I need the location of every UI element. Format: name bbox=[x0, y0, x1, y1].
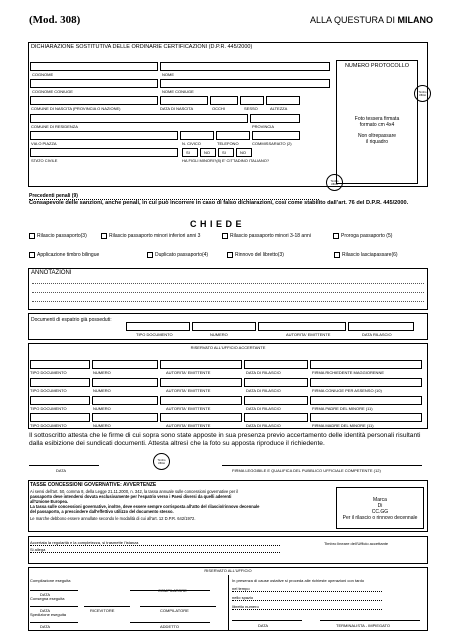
tasse-line-2: passaporto deve intendersi dovuta esclusivamente per l'espatrio verso i Paesi diversi da quelli aderenti bbox=[30, 494, 232, 499]
regularity-line-2 bbox=[30, 547, 280, 553]
sesso-label: SESSO bbox=[244, 106, 258, 111]
espatrio-col-autorita: AUTORITA' EMITTENTE bbox=[286, 332, 331, 337]
acc4-data-label: DATA DI RILASCIO bbox=[246, 423, 281, 428]
nome-field[interactable] bbox=[160, 62, 330, 71]
cognome-coniuge-field[interactable] bbox=[30, 79, 158, 88]
altezza-field[interactable] bbox=[266, 96, 300, 105]
riservato-terminalista-label: TERMINALISTA - IMPIEGATO bbox=[336, 623, 391, 628]
tasse-line-3: all'Unione Europea. bbox=[30, 499, 69, 504]
model-number: (Mod. 308) bbox=[29, 14, 81, 26]
acc4-numero-label: NUMERO bbox=[93, 423, 111, 428]
acc1-numero-label: NUMERO bbox=[93, 370, 111, 375]
acc1-tipo-label: TIPO DOCUMENTO bbox=[30, 370, 67, 375]
spedizione-data-line[interactable] bbox=[30, 622, 78, 623]
questura-heading bbox=[310, 15, 433, 25]
acc3-autorita-field[interactable] bbox=[160, 396, 242, 405]
attestation-text: Il sottoscritto attesta che le firme di cui sopra sono state apposte in sua presenza previo accertamento delle identità personali risultanti dalla esibizione dei sundicati documenti. Attesta altresì che la foto su apposta riproduce il richiedente. bbox=[29, 432, 421, 448]
opt-lasciapassare-checkbox[interactable] bbox=[334, 252, 340, 258]
espatrio-col-numero: NUMERO bbox=[210, 332, 228, 337]
acc1-autorita-label: AUTORITA' EMITTENTE bbox=[166, 370, 211, 375]
acc2-data-field[interactable] bbox=[244, 378, 308, 387]
spazio-label: nello spazio bbox=[232, 595, 254, 600]
via-field[interactable] bbox=[30, 131, 178, 140]
comune-nascita-field[interactable] bbox=[30, 96, 158, 105]
acc2-data-label: DATA DI RILASCIO bbox=[246, 388, 281, 393]
acc4-autorita-label: AUTORITA' EMITTENTE bbox=[166, 423, 211, 428]
acc3-numero-label: NUMERO bbox=[93, 406, 111, 411]
opt-timbro-checkbox[interactable] bbox=[29, 252, 35, 258]
opt-proroga: Proroga passaporto (5) bbox=[341, 233, 393, 239]
compilazione-compilatore-label: COMPILATORE bbox=[158, 588, 187, 593]
photo-size: formato cm 4x4 bbox=[359, 122, 395, 128]
regularity-stamp-label: Timbro lineare dell'Ufficio accettante bbox=[324, 541, 389, 546]
riservato-divider bbox=[228, 575, 229, 631]
opt-rilascio: Rilascio passaporto(3) bbox=[37, 233, 87, 239]
compilazione-data-label: DATA bbox=[40, 592, 51, 597]
stato-civile-field[interactable] bbox=[30, 148, 178, 157]
opt-rinnovo-checkbox[interactable] bbox=[227, 252, 233, 258]
opt-rinnovo: Rinnovo del libretto(3) bbox=[235, 252, 284, 258]
commissariato-field[interactable] bbox=[252, 131, 300, 140]
penal-label bbox=[29, 193, 319, 200]
tasse-title: TASSE CONCESSIONI GOVERNATIVE: AVVERTENZE bbox=[30, 482, 157, 488]
libretto-label: libretto numero bbox=[232, 604, 259, 609]
espatrio-tipo-field[interactable] bbox=[126, 322, 190, 331]
acc3-firma-field[interactable] bbox=[310, 396, 422, 405]
consegna-ricevitore-line[interactable] bbox=[84, 606, 130, 607]
opt-proroga-checkbox[interactable] bbox=[333, 233, 339, 239]
opt-duplicato: Duplicato passaporto(4) bbox=[155, 252, 209, 258]
opt-timbro: Applicazione timbro bilingue bbox=[37, 252, 100, 258]
opt-lasciapassare: Rilascio lasciapassare(6) bbox=[342, 252, 398, 258]
comune-residenza-field[interactable] bbox=[30, 114, 248, 123]
office-stamp-middle: Timbro Ufficio bbox=[326, 174, 343, 191]
acc2-autorita-label: AUTORITA' EMITTENTE bbox=[166, 388, 211, 393]
marca-line-4: Per il rilascio o rinnovo decennale bbox=[342, 515, 418, 521]
acc4-firma-field[interactable] bbox=[310, 413, 422, 422]
cognome-field[interactable] bbox=[30, 62, 158, 71]
civico-label: N. CIVICO bbox=[182, 141, 201, 146]
spedizione-addetto-line[interactable] bbox=[130, 622, 210, 623]
opt-minori-3-checkbox[interactable] bbox=[101, 233, 107, 239]
marca-line-3: CC.GG bbox=[371, 509, 389, 515]
acc4-tipo-label: TIPO DOCUMENTO bbox=[30, 423, 67, 428]
sesso-field[interactable] bbox=[240, 96, 264, 105]
annotazioni-box[interactable] bbox=[28, 268, 428, 310]
via-label: VIA O PIAZZA bbox=[31, 141, 57, 146]
marca-line-1: Marca bbox=[373, 497, 387, 503]
consegna-label: Consegna eseguita bbox=[30, 596, 65, 601]
cognome-label: COGNOME bbox=[32, 72, 54, 77]
opt-minori-3-18-checkbox[interactable] bbox=[222, 233, 228, 239]
acc2-tipo-field[interactable] bbox=[30, 378, 90, 387]
tempo-label: nel tempo bbox=[232, 586, 250, 591]
nome-label: NOME bbox=[162, 72, 174, 77]
cittadino-no-label: NO bbox=[240, 150, 246, 155]
espatrio-autorita-field[interactable] bbox=[258, 322, 346, 331]
tasse-line-6: Le marche debbono essere annullate secondo le modalità di cui all'art. 12 D.P.R. 642/1972. bbox=[30, 516, 196, 521]
acc2-tipo-label: TIPO DOCUMENTO bbox=[30, 388, 67, 393]
figli-si-label: SI bbox=[186, 150, 190, 155]
tasse-text bbox=[30, 489, 330, 521]
occhi-field[interactable] bbox=[210, 96, 238, 105]
espatrio-col-tipo: TIPO DOCUMENTO bbox=[136, 332, 173, 337]
acc2-firma-label: FIRMA CONIUGE PER ASSENSO (10) bbox=[312, 388, 382, 393]
figli-si-box[interactable] bbox=[182, 148, 198, 157]
photo-title: Foto tessera firmata bbox=[354, 116, 400, 122]
consegna-ricevitore-label: RICEVITORE bbox=[90, 608, 115, 613]
data-nascita-label: DATA DI NASCITA bbox=[160, 106, 194, 111]
telefono-label: TELEFONO bbox=[217, 141, 239, 146]
attestation-sign-line[interactable] bbox=[222, 465, 422, 466]
acc1-data-field[interactable] bbox=[244, 360, 308, 369]
consegna-data-line[interactable] bbox=[30, 606, 78, 607]
regularity-line-2-text: Si allega bbox=[30, 547, 46, 552]
comune-nascita-label: COMUNE DI NASCITA (PROVINCIA O NAZIONE) bbox=[31, 106, 121, 111]
acc3-autorita-label: AUTORITA' EMITTENTE bbox=[166, 406, 211, 411]
tempo-line[interactable] bbox=[232, 586, 382, 592]
acc2-firma-field[interactable] bbox=[310, 378, 422, 387]
acc3-data-label: DATA DI RILASCIO bbox=[246, 406, 281, 411]
espatrio-data-field[interactable] bbox=[348, 322, 414, 331]
ufficio-accertante-title: RISERVATO ALL'UFFICIO ACCERTANTE bbox=[190, 345, 266, 350]
compilazione-data-line[interactable] bbox=[30, 590, 78, 591]
riservato-title: RISERVATO ALL'UFFICIO bbox=[204, 568, 252, 573]
civico-field[interactable] bbox=[180, 131, 214, 140]
annotazioni-title: ANNOTAZIONI bbox=[31, 270, 72, 276]
riservato-data-line[interactable] bbox=[232, 620, 302, 621]
acc3-data-field[interactable] bbox=[244, 396, 308, 405]
photo-note1: Non oltrepassare bbox=[357, 133, 397, 139]
spedizione-label: Spedizione eseguita bbox=[30, 612, 67, 617]
libretto-line[interactable] bbox=[232, 604, 382, 610]
riservato-terminalista-line[interactable] bbox=[320, 620, 420, 621]
spedizione-addetto-label: ADDETTO bbox=[160, 624, 180, 629]
acc3-tipo-label: TIPO DOCUMENTO bbox=[30, 406, 67, 411]
acc2-numero-field[interactable] bbox=[92, 378, 158, 387]
nome-coniuge-label: NOME CONIUGE bbox=[162, 89, 194, 94]
tasse-line-4: La tassa sulle concessioni governative, inoltre, deve essere sempre corrisposta all'atto del rilascio/rinnovo decennale bbox=[30, 504, 260, 509]
telefono-field[interactable] bbox=[216, 131, 250, 140]
espatrio-numero-field[interactable] bbox=[192, 322, 256, 331]
regularity-line-1 bbox=[30, 540, 280, 546]
cittadino-si-label: SI bbox=[222, 150, 226, 155]
opt-minori-3: Rilascio passaporto minori inferiori anni 3 bbox=[109, 233, 201, 239]
cittadino-label: E' CITTADINO ITALIANO? bbox=[222, 158, 270, 163]
attestation-date-label: DATA bbox=[56, 468, 67, 473]
opt-duplicato-checkbox[interactable] bbox=[147, 252, 153, 258]
tasse-line-5: del passaporto, a prescindere dall'effettivo utilizzo del documento stesso. bbox=[30, 509, 174, 514]
acc1-autorita-field[interactable] bbox=[160, 360, 242, 369]
espatrio-col-data: DATA RILASCIO bbox=[362, 332, 392, 337]
acc3-numero-field[interactable] bbox=[92, 396, 158, 405]
regularity-line-1-text: Accertata la regolarità e la completezza, si trasmette l'istanza bbox=[30, 540, 139, 545]
altezza-label: ALTEZZA bbox=[270, 106, 288, 111]
cittadino-si-box[interactable] bbox=[218, 148, 234, 157]
consegna-compilatore-label: COMPILATORE bbox=[160, 608, 189, 613]
acc4-numero-field[interactable] bbox=[92, 413, 158, 422]
photo-note2: il riquadro bbox=[366, 139, 388, 145]
attestation-stamp: Timbro Ufficio bbox=[153, 453, 170, 470]
office-stamp-top: Timbro Ufficio bbox=[414, 85, 431, 102]
chiede-title: C H I E D E bbox=[190, 219, 243, 229]
espatrio-label: Documenti di espatrio già posseduti: bbox=[31, 317, 112, 323]
attestation-date-line[interactable] bbox=[29, 465, 99, 466]
figli-minori-label: HA FIGLI MINORI?(8) bbox=[182, 158, 222, 163]
photo-instructions bbox=[340, 116, 414, 145]
stato-civile-label: STATO CIVILE bbox=[31, 158, 58, 163]
acc4-autorita-field[interactable] bbox=[160, 413, 242, 422]
consegna-data-label: DATA bbox=[40, 608, 51, 613]
spedizione-data-label: DATA bbox=[40, 624, 51, 629]
figli-no-label: NO bbox=[204, 150, 210, 155]
acc2-autorita-field[interactable] bbox=[160, 378, 242, 387]
acc4-firma-label: FIRMA MADRE DEL MINORE (11) bbox=[312, 423, 374, 428]
penal-warning: Consapevole delle sanzioni, anche penali, in cui può incorrere in caso di falso dichiarazioni, così come stabilito dall’art. 76 del D.P.R. 445/2000. bbox=[29, 200, 409, 206]
attestation-sign-label: FIRMA LEGGIBILE E QUALIFICA DEL PUBBLICO UFFICIALE COMPETENTE (12) bbox=[232, 468, 381, 473]
data-nascita-field[interactable] bbox=[160, 96, 208, 105]
acc1-firma-field[interactable] bbox=[310, 360, 422, 369]
acc1-tipo-field[interactable] bbox=[30, 360, 90, 369]
occhi-label: OCCHI bbox=[212, 106, 225, 111]
provincia-field[interactable] bbox=[250, 114, 300, 123]
acc1-data-label: DATA DI RILASCIO bbox=[246, 370, 281, 375]
acc4-data-field[interactable] bbox=[244, 413, 308, 422]
ostative-text: In presenza di cause ostative si proceda alle richieste operazioni con tardo bbox=[232, 578, 365, 583]
spazio-line[interactable] bbox=[232, 595, 382, 601]
consegna-compilatore-line[interactable] bbox=[140, 606, 216, 607]
acc3-firma-label: FIRMA PADRE DEL MINORE (11) bbox=[312, 406, 373, 411]
nome-coniuge-field[interactable] bbox=[160, 79, 330, 88]
marca-text bbox=[336, 497, 424, 521]
cognome-coniuge-label: COGNOME CONIUGE bbox=[32, 89, 73, 94]
declaration-title: DICHIARAZIONE SOSTITUTIVA DELLE ORDINARIE CERTIFICAZIONI (D.P.R. 445/2000) bbox=[31, 44, 253, 50]
acc2-numero-label: NUMERO bbox=[93, 388, 111, 393]
opt-rilascio-checkbox[interactable] bbox=[29, 233, 35, 239]
commissariato-label: COMMISSARIATO (2) bbox=[252, 141, 292, 146]
protocol-label: NUMERO PROTOCOLLO bbox=[344, 63, 410, 69]
penal-label-text: Precedenti penali (9) bbox=[29, 193, 78, 199]
marca-line-2: Di bbox=[377, 503, 383, 509]
opt-minori-3-18: Rilascio passaporto minori 3-18 anni bbox=[230, 233, 311, 239]
questura-city: MILANO bbox=[397, 15, 434, 25]
acc1-numero-field[interactable] bbox=[92, 360, 158, 369]
questura-prefix: ALLA QUESTURA DI bbox=[310, 15, 398, 25]
compilazione-label: Compilazione eseguita bbox=[30, 578, 71, 583]
tasse-line-1: Ai sensi dell'art. 50, comma 8, della Legge 21.11.2000, n. 342, la tassa annuale sulle concessioni governative per il bbox=[30, 489, 239, 494]
riservato-data-label: DATA bbox=[258, 623, 269, 628]
acc1-firma-label: FIRMA RICHIEDENTE MAGGIORENNE bbox=[312, 370, 385, 375]
provincia-label: PROVINCIA bbox=[252, 124, 275, 129]
acc3-tipo-field[interactable] bbox=[30, 396, 90, 405]
comune-residenza-label: COMUNE DI RESIDENZA bbox=[31, 124, 78, 129]
acc4-tipo-field[interactable] bbox=[30, 413, 90, 422]
